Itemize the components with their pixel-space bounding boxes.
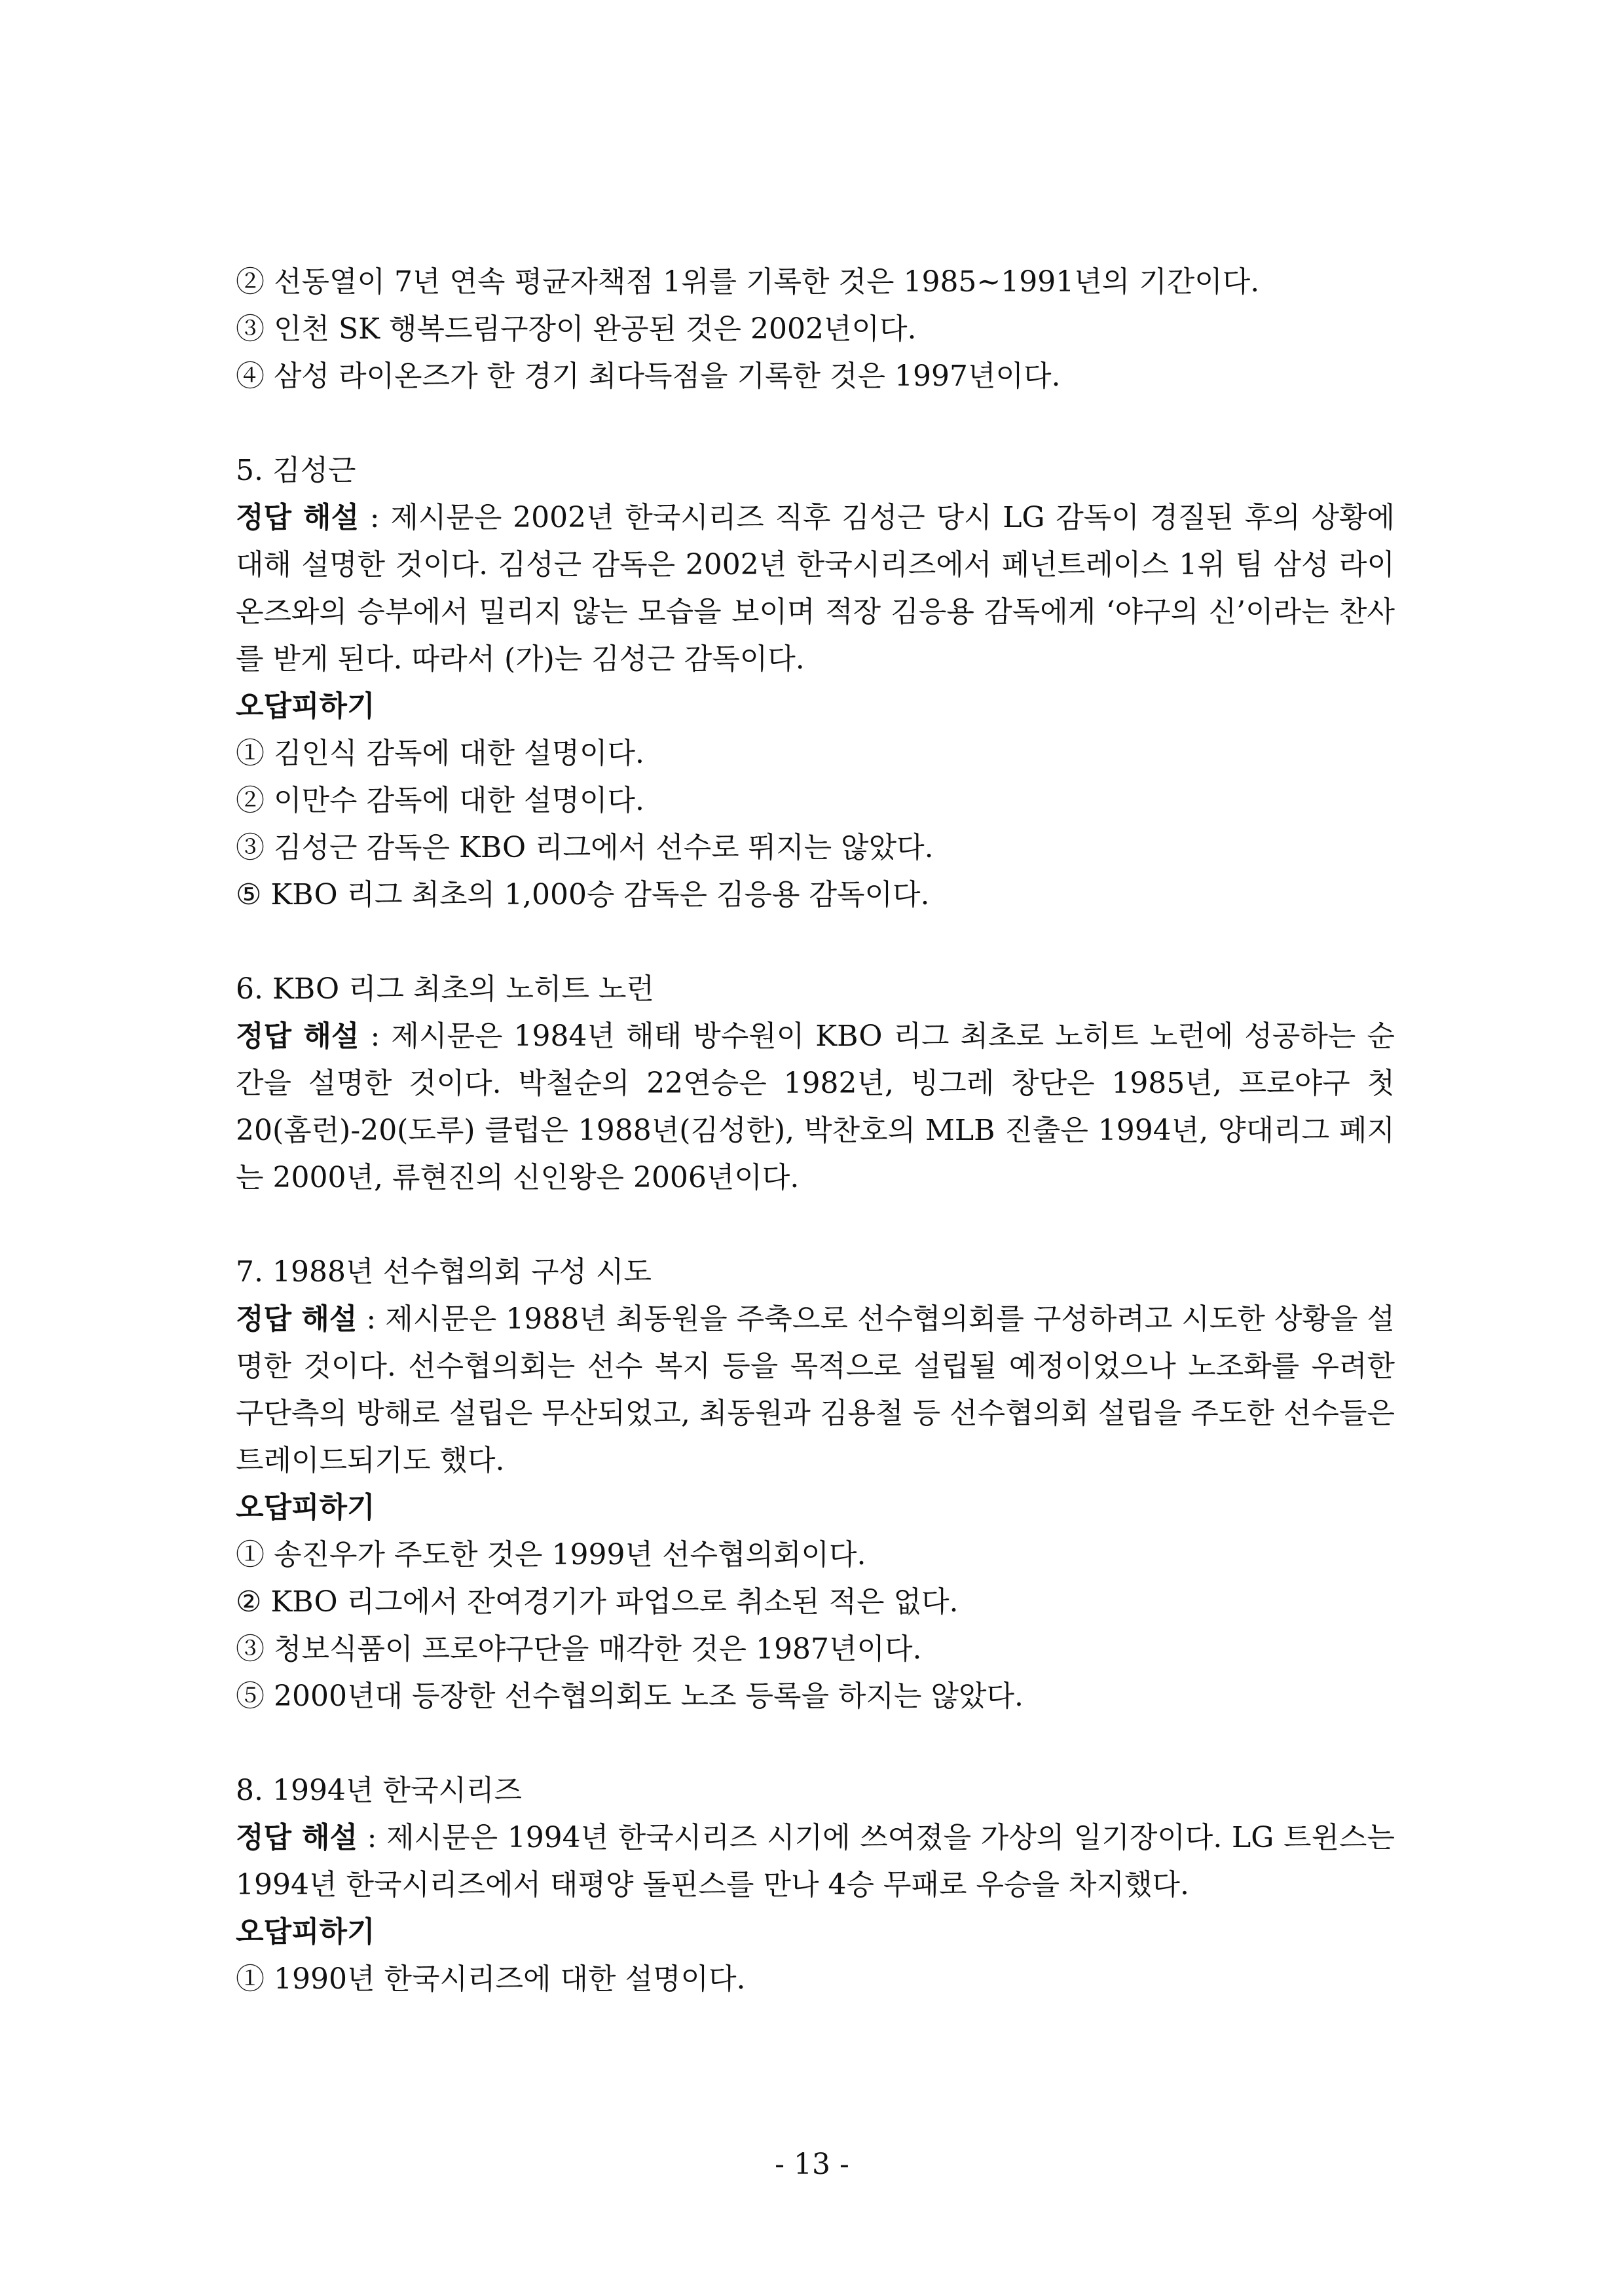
spacer (236, 1720, 1395, 1767)
q5-wrong-item: ① 김인식 감독에 대한 설명이다. (236, 737, 644, 770)
q7-answer-text: : 제시문은 1988년 최동원을 주축으로 선수협의회를 구성하려고 시도한 상황을 설명한 것이다. 선수협의회는 선수 복지 등을 목적으로 설립될 예정이었으나 노조화를 우려한 구단측의 방해로 설립은 무산되었고, 최동원과 김용철 등 선수협의회 설립을 주도한 선수들은 트레이드되기도 했다. (236, 1302, 1395, 1477)
q7-answer-label: 정답 해설 (236, 1302, 358, 1336)
intro-item: ④ 삼성 라이온즈가 한 경기 최다득점을 기록한 것은 1997년이다. (236, 359, 1061, 393)
q7-wrong-item: ① 송진우가 주도한 것은 1999년 선수협의회이다. (236, 1538, 866, 1571)
q8-answer-paragraph (236, 1814, 1395, 1909)
q8-wrong-item: ① 1990년 한국시리즈에 대한 설명이다. (236, 1962, 746, 1996)
q7-wrong-item: ② KBO 리그에서 잔여경기가 파업으로 취소된 적은 없다. (236, 1585, 959, 1619)
q7-answer-paragraph (236, 1296, 1395, 1484)
q5-answer-label: 정답 해설 (236, 501, 360, 534)
spacer (236, 400, 1395, 447)
q5-answer-text: : 제시문은 2002년 한국시리즈 직후 김성근 당시 LG 감독이 경질된 후의 상황에 대해 설명한 것이다. 김성근 감독은 2002년 한국시리즈에서 페넌트레이스 1위 팀 삼성 라이온즈와의 승부에서 밀리지 않는 모습을 보이며 적장 김응용 감독에게 ‘야구의 신’이라는 찬사를 받게 된다. 따라서 (가)는 김성근 감독이다. (236, 501, 1395, 676)
intro-item: ③ 인천 SK 행복드림구장이 완공된 것은 2002년이다. (236, 312, 917, 346)
q7-wrong-item: ⑤ 2000년대 등장한 선수협의회도 노조 등록을 하지는 않았다. (236, 1680, 1024, 1713)
q7-heading: 7. 1988년 선수협의회 구성 시도 (236, 1255, 652, 1289)
q6-answer-paragraph (236, 1013, 1395, 1202)
intro-item: ② 선동열이 7년 연속 평균자책점 1위를 기록한 것은 1985~1991년의 기간이다. (236, 265, 1260, 299)
page-number: - 13 - (775, 2148, 849, 2181)
q5-wrong-item: ② 이만수 감독에 대한 설명이다. (236, 784, 644, 817)
q5-answer-paragraph (236, 494, 1395, 683)
q5-wrong-item: ③ 김성근 감독은 KBO 리그에서 선수로 뛰지는 않았다. (236, 831, 934, 864)
q6-answer-text: : 제시문은 1984년 해태 방수원이 KBO 리그 최초로 노히트 노런에 성공하는 순간을 설명한 것이다. 박철순의 22연승은 1982년, 빙그레 창단은 1985년, 프로야구 첫 20(홈런)-20(도루) 클럽은 1988년(김성한), 박찬호의 MLB 진출은 1994년, 양대리그 폐지는 2000년, 류현진의 신인왕은 2006년이다. (236, 1019, 1395, 1194)
q6-answer-label: 정답 해설 (236, 1019, 360, 1053)
document-body (236, 259, 1395, 2003)
q5-heading: 5. 김성근 (236, 454, 356, 487)
q8-answer-label: 정답 해설 (236, 1821, 358, 1854)
q8-answer-text: : 제시문은 1994년 한국시리즈 시기에 쓰여졌을 가상의 일기장이다. LG 트윈스는 1994년 한국시리즈에서 태평양 돌핀스를 만나 4승 무패로 우승을 차지했다. (236, 1821, 1395, 1901)
q5-wrong-item: ⑤ KBO 리그 최초의 1,000승 감독은 김응용 감독이다. (236, 878, 930, 911)
q5-wrong-label: 오답피하기 (236, 689, 375, 723)
spacer (236, 1202, 1395, 1249)
spacer (236, 919, 1395, 966)
q8-heading: 8. 1994년 한국시리즈 (236, 1774, 522, 1807)
q7-wrong-label: 오답피하기 (236, 1491, 375, 1524)
q8-wrong-label: 오답피하기 (236, 1915, 375, 1949)
q7-wrong-item: ③ 청보식품이 프로야구단을 매각한 것은 1987년이다. (236, 1632, 922, 1666)
q6-heading: 6. KBO 리그 최초의 노히트 노런 (236, 972, 655, 1006)
